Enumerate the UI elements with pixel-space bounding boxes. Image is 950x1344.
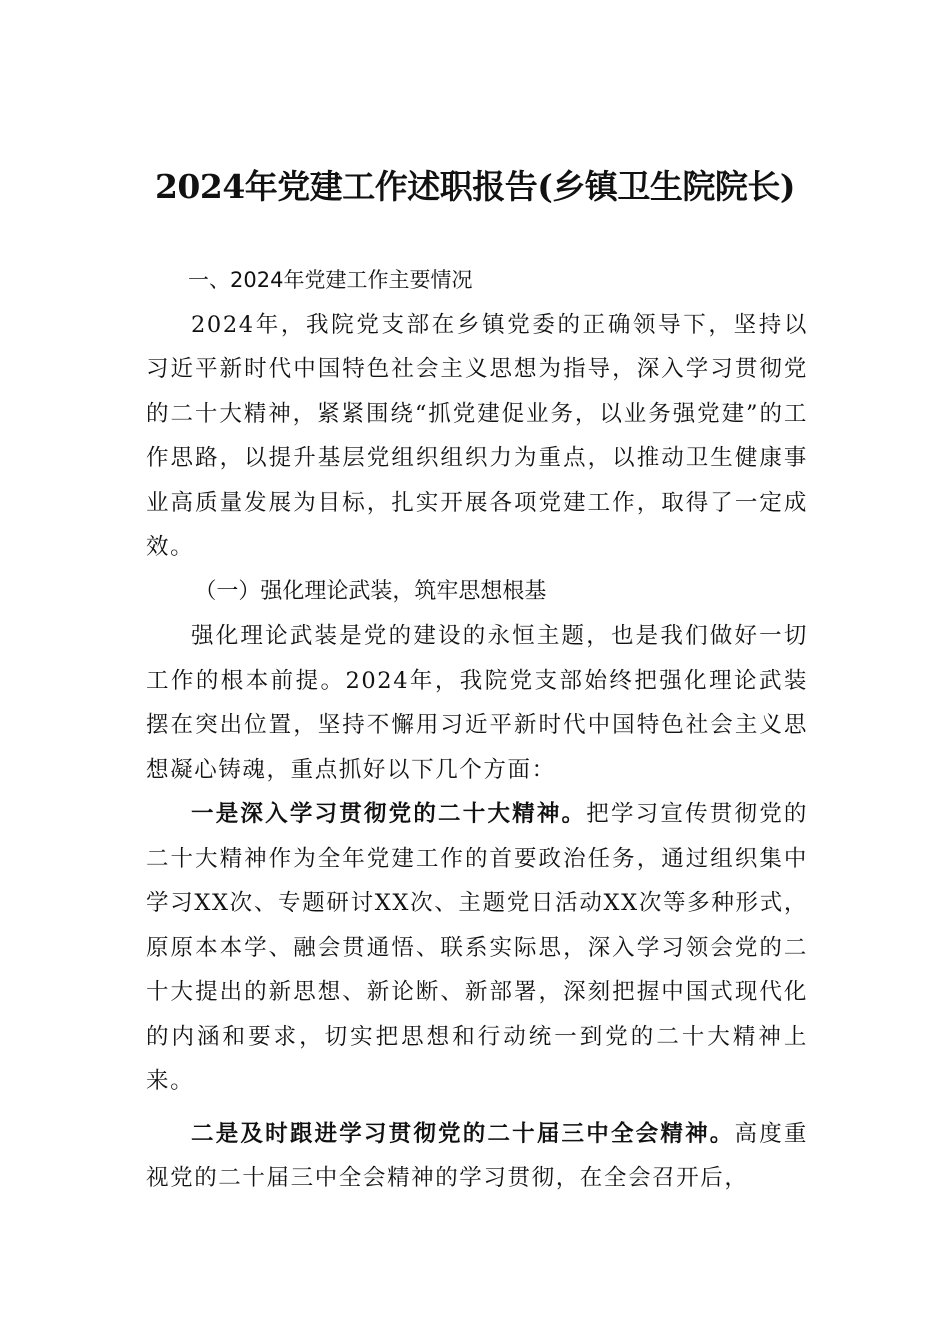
document-title: 2024年党建工作述职报告(乡镇卫生院院长) xyxy=(154,167,796,206)
subsection-heading: （一）强化理论武装，筑牢思想根基 xyxy=(194,578,547,604)
point-one-text: 把学习宣传贯彻党的二十大精神作为全年党建工作的首要政治任务，通过组织集中学习XX次、专题研讨XX次、主题党日活动XX次等多种形式，原原本本学、融会贯通悟、联系实际思，深入学习领会党的二十大提出的新思想、新论断、新部署，深刻把握中国式现代化的内涵和要求，切实把思想和行动统一到党的二十大精神上来。 xyxy=(146,801,808,1094)
point-one-lead: 一是深入学习贯彻党的二十大精神。 xyxy=(191,801,587,827)
section-heading: 一、2024年党建工作主要情况 xyxy=(188,268,473,292)
point-one-paragraph xyxy=(146,792,808,1104)
point-two-paragraph xyxy=(146,1112,808,1201)
subsection-paragraph: 强化理论武装是党的建设的永恒主题，也是我们做好一切工作的根本前提。2024年，我院党支部始终把强化理论武装摆在突出位置，坚持不懈用习近平新时代中国特色社会主义思想凝心铸魂，重点抓好以下几个方面： xyxy=(146,623,808,783)
intro-paragraph: 2024年，我院党支部在乡镇党委的正确领导下，坚持以习近平新时代中国特色社会主义思想为指导，深入学习贯彻党的二十大精神，紧紧围绕“抓党建促业务，以业务强党建”的工作思路，以提升基层党组织组织力为重点，以推动卫生健康事业高质量发展为目标，扎实开展各项党建工作，取得了一定成效。 xyxy=(146,311,808,560)
point-two-text: 高度重视党的二十届三中全会精神的学习贯彻，在全会召开后， xyxy=(146,1120,808,1191)
point-two-lead: 二是及时跟进学习贯彻党的二十届三中全会精神。 xyxy=(191,1120,735,1147)
document-body xyxy=(146,258,808,1201)
